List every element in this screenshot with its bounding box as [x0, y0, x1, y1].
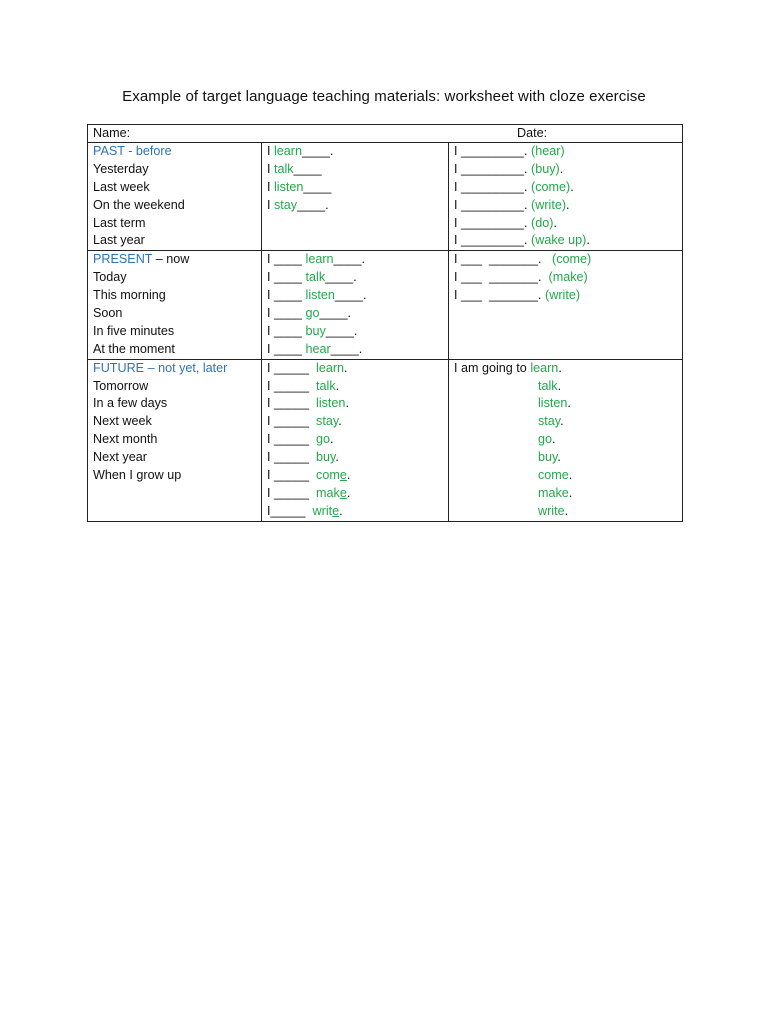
time-word: Today [93, 270, 127, 285]
verb-hint: (write) [545, 288, 581, 303]
cloze-line [454, 485, 677, 503]
cloze-line [267, 143, 443, 161]
cloze-blank: ____ [293, 161, 322, 176]
cloze-punct: . [557, 378, 562, 393]
verb: listen [316, 396, 346, 411]
section-row-past [88, 143, 683, 251]
time-word: Yesterday [93, 161, 149, 176]
cloze-text: I _____ [267, 432, 317, 447]
section-row-present [88, 251, 683, 359]
time-word: Last year [93, 233, 145, 248]
name-date-cell [88, 125, 683, 143]
verb: learn [305, 252, 334, 267]
cloze-line [267, 197, 443, 215]
cloze-cell [262, 359, 449, 521]
verb-hint: (wake up) [531, 233, 587, 248]
verb: talk [538, 378, 558, 393]
verb: buy [305, 323, 326, 338]
cloze-text: I _________. [454, 215, 532, 230]
cloze-blank: ____. [319, 306, 352, 321]
cloze-punct: . [339, 503, 343, 518]
heading-rest: – now [152, 252, 190, 267]
cloze-line [454, 449, 677, 467]
cloze-text: I ___ _______. [454, 288, 546, 303]
cloze-line [267, 287, 443, 305]
cloze-text: I ____ [267, 323, 306, 338]
cloze-text: I _____ [267, 450, 317, 465]
time-word: Next year [93, 450, 147, 465]
cloze-line [267, 431, 443, 449]
cloze-text: I _____ [267, 396, 317, 411]
verb: listen [274, 179, 304, 194]
cloze-text: I [267, 197, 274, 212]
time-words-cell [88, 251, 262, 359]
time-word: In a few days [93, 396, 168, 411]
cloze-blank: ____. [334, 288, 367, 303]
cloze-line [454, 395, 677, 413]
verb-hint: (make) [548, 270, 588, 285]
section-heading [93, 360, 256, 378]
cloze-line [267, 323, 443, 341]
cloze-text: I _________. [454, 161, 532, 176]
cloze-line [454, 503, 677, 521]
cloze-line [454, 161, 677, 179]
verb-hint: (hear) [531, 144, 565, 158]
verb-ending: e [339, 485, 347, 500]
cloze-line [267, 413, 443, 431]
time-word: When I grow up [93, 468, 182, 483]
verb: stay [274, 197, 298, 212]
cloze-punct: . [558, 360, 562, 375]
cloze-line [267, 179, 443, 197]
cloze-punct: . [552, 432, 556, 447]
cloze-punct: . [338, 414, 342, 429]
verb: mak [316, 485, 340, 500]
section-heading [93, 251, 256, 269]
cloze-line [267, 161, 443, 179]
cloze-line [267, 467, 443, 485]
cloze-text: I [267, 144, 274, 158]
cloze-punct: . [567, 396, 571, 411]
verb: stay [316, 414, 339, 429]
heading-main: PRESENT [93, 252, 153, 267]
verb: buy [316, 450, 336, 465]
cloze-text: I _____ [267, 378, 317, 393]
cloze-text: I ____ [267, 252, 306, 267]
cloze-blank: ____. [325, 270, 357, 285]
cloze-punct: . [553, 215, 557, 230]
time-word: In five minutes [93, 323, 175, 338]
cloze-line [454, 287, 677, 305]
name-label: Name: [93, 126, 131, 140]
cloze-line [454, 143, 677, 161]
cloze-line [454, 378, 677, 396]
verb-hint: (buy) [531, 161, 560, 176]
time-word: Last week [93, 179, 150, 194]
cloze-blank: ____. [325, 323, 358, 338]
cloze-line [454, 360, 677, 378]
cloze-punct: . [564, 503, 569, 518]
cloze-line [454, 232, 677, 250]
cloze-punct: . [346, 468, 351, 483]
cloze-text: I _____ [267, 414, 317, 429]
cloze-blank: ____. [302, 144, 334, 158]
verb: writ [312, 503, 333, 518]
time-word: At the moment [93, 341, 175, 356]
verb-hint: (do) [531, 215, 554, 230]
cloze-text: I ___ _______. [454, 252, 553, 267]
verb-hint: (come) [531, 179, 571, 194]
cloze-punct: . [557, 450, 561, 465]
verb-hint: (write) [531, 197, 567, 212]
cloze-cell [449, 359, 683, 521]
cloze-punct: . [566, 197, 570, 212]
cloze-text: I ____ [267, 306, 306, 321]
cloze-text: I [267, 179, 274, 194]
time-word: This morning [93, 288, 166, 303]
date-label: Date: [517, 126, 548, 140]
cloze-line [267, 378, 443, 396]
time-word: Next week [93, 414, 152, 429]
cloze-text: I _____ [267, 468, 317, 483]
header-row [88, 125, 683, 143]
cloze-line [454, 413, 677, 431]
cloze-line [267, 305, 443, 323]
cloze-line [454, 431, 677, 449]
section-row-future [88, 359, 683, 521]
verb: learn [530, 360, 559, 375]
cloze-line [267, 269, 443, 287]
cloze-text: I ___ _______. [454, 270, 549, 285]
time-words-cell [88, 143, 262, 251]
page-title: Example of target language teaching materials: worksheet with cloze exercise [122, 88, 646, 105]
cloze-blank: ____. [333, 252, 366, 267]
time-word: Next month [93, 432, 158, 447]
heading-main: FUTURE – not yet, later [93, 360, 228, 375]
time-word: Soon [93, 306, 123, 321]
verb: talk [316, 378, 336, 393]
worksheet-table [87, 124, 683, 522]
cloze-text: I _________. [454, 197, 532, 212]
cloze-punct: . [330, 432, 334, 447]
verb: listen [305, 288, 335, 303]
verb: learn [316, 360, 345, 375]
cloze-punct: . [568, 468, 573, 483]
cloze-text: I _________. [454, 144, 532, 158]
cloze-text: I _________. [454, 233, 532, 248]
verb: come [538, 468, 569, 483]
cloze-line [267, 341, 443, 359]
cloze-line [454, 179, 677, 197]
cloze-text: I _________. [454, 179, 532, 194]
time-word: Last term [93, 215, 146, 230]
cloze-line [454, 467, 677, 485]
cloze-cell [449, 143, 683, 251]
cloze-blank: ____. [330, 341, 363, 356]
verb: write [538, 503, 565, 518]
verb: stay [538, 414, 561, 429]
cloze-text: I _____ [267, 485, 317, 500]
verb: talk [305, 270, 326, 285]
verb: learn [274, 144, 303, 158]
verb-ending: e [339, 468, 347, 483]
cloze-text: I ____ [267, 270, 306, 285]
cloze-line [267, 360, 443, 378]
cloze-line [454, 251, 677, 269]
cloze-text: I ____ [267, 341, 306, 356]
verb: talk [274, 161, 294, 176]
cloze-punct: . [560, 414, 564, 429]
cloze-cell [262, 143, 449, 251]
verb: listen [538, 396, 568, 411]
verb: hear [305, 341, 331, 356]
cloze-text: I _____ [267, 360, 317, 375]
cloze-cell [262, 251, 449, 359]
verb: go [538, 432, 553, 447]
cloze-text: I ____ [267, 288, 306, 303]
cloze-punct: . [344, 360, 348, 375]
cloze-punct: . [345, 396, 349, 411]
cloze-line [454, 197, 677, 215]
cloze-punct: . [570, 179, 574, 194]
cloze-line [267, 449, 443, 467]
verb: buy [538, 450, 558, 465]
cloze-punct: . [346, 485, 351, 500]
cloze-punct: . [568, 485, 573, 500]
verb: go [305, 306, 320, 321]
cloze-text: I_____ [267, 503, 313, 518]
verb-ending: e [332, 503, 340, 518]
cloze-line [267, 503, 443, 521]
verb: com [316, 468, 340, 483]
time-words-cell [88, 359, 262, 521]
verb: go [316, 432, 331, 447]
cloze-punct: . [335, 450, 339, 465]
cloze-cell [449, 251, 683, 359]
cloze-punct: . [335, 378, 340, 393]
cloze-text: I am going to [454, 360, 531, 375]
cloze-text: I [267, 161, 274, 176]
time-word: Tomorrow [93, 378, 149, 393]
cloze-punct: . [586, 233, 590, 248]
cloze-line [267, 485, 443, 503]
verb-hint: (come) [552, 252, 592, 267]
cloze-line [267, 395, 443, 413]
cloze-line [267, 251, 443, 269]
section-heading [93, 143, 256, 161]
cloze-blank: ____. [297, 197, 329, 212]
cloze-line [454, 215, 677, 233]
time-word: On the weekend [93, 197, 185, 212]
heading-main: PAST - before [93, 144, 172, 158]
verb: make [538, 485, 569, 500]
cloze-punct: . [559, 161, 564, 176]
cloze-blank: ____ [303, 179, 332, 194]
cloze-line [454, 269, 677, 287]
